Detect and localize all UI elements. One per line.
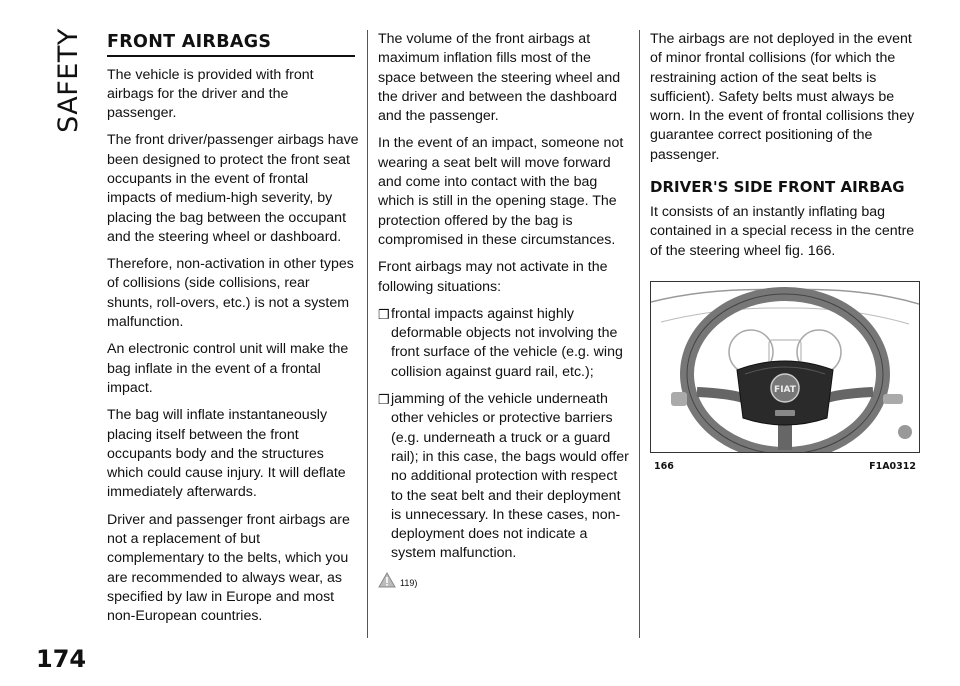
paragraph: The vehicle is provided with front airbags for the driver and the passenger. xyxy=(107,66,314,122)
paragraph: It consists of an instantly inflating bag contained in a special recess in the centre of the steering wheel fig. 166. xyxy=(650,204,915,259)
fiat-logo: FIAT xyxy=(774,384,796,395)
checkbox-bullet-icon: ❒ xyxy=(378,392,390,408)
section-label: SAFETY xyxy=(52,27,84,133)
list-item: ❒ frontal impacts against highly deformable objects not involving the front surface of the vehicle (e.g. wing collision against guard rail, etc.); xyxy=(378,305,630,382)
paragraph: Driver and passenger front airbags are not a replacement of but complementary to the belts, which you are recommended to always wear, as specified by law in Europe and most non-European countries. xyxy=(107,511,350,625)
paragraph: Front airbags may not activate in the following situations: xyxy=(378,259,608,295)
paragraph: In the event of an impact, someone not wearing a seat belt will move forward and come into contact with the bag which is still in the opening stage. The protection offered by the bag is compromised in these circumstances. xyxy=(378,135,624,248)
paragraph: An electronic control unit will make the bag inflate in the event of a frontal impact. xyxy=(107,341,349,396)
column-divider xyxy=(639,30,640,638)
warning-triangle-icon xyxy=(378,572,396,588)
paragraph: The airbags are not deployed in the event of minor frontal collisions (for which the restraining action of the seat belts is sufficient). Safety belts must always be worn. In the event of frontal collisions they guarantee correct positioning of the passenger. xyxy=(650,31,915,163)
heading-rule xyxy=(107,55,355,57)
list-item: ❒ jamming of the vehicle underneath other vehicles or protective barriers (e.g. underneath a truck or a guard rail); in this case, the bags would offer no additional protection with respect to the seat belt and their deployment is unnecessary. In these cases, non-deployment does not indicate a system malfunction. xyxy=(378,390,630,564)
steering-wheel-icon xyxy=(651,282,919,452)
checkbox-bullet-icon: ❒ xyxy=(378,306,390,322)
figure-caption xyxy=(650,457,920,476)
warning-reference xyxy=(378,572,630,588)
page-number: 174 xyxy=(36,645,87,673)
column-2 xyxy=(378,30,630,588)
column-divider xyxy=(367,30,368,638)
paragraph: The front driver/passenger airbags have been designed to protect the front seat occupants in the event of frontal impacts of medium-high severity, by placing the bag between the occupant and the steering wheel or dashboard. xyxy=(107,132,359,245)
paragraph: Therefore, non-activation in other types of collisions (side collisions, rear shunts, roll-overs, etc.) is not a system malfunction. xyxy=(107,256,354,331)
warning-ref-number: 119) xyxy=(400,577,418,588)
figure xyxy=(650,281,920,476)
paragraph: The bag will inflate instantaneously placing itself between the front occupants body and the structures which could cause injury. It will deflate immediately afterwards. xyxy=(107,407,346,501)
section-heading: FRONT AIRBAGS xyxy=(107,32,272,52)
figure-number: 166 xyxy=(654,460,674,472)
steering-wheel-illustration xyxy=(650,281,920,453)
column-3 xyxy=(650,30,920,476)
paragraph: The volume of the front airbags at maximum inflation fills most of the space between the steering wheel and the driver and between the dashboard and the passenger. xyxy=(378,31,621,125)
subsection-heading: DRIVER'S SIDE FRONT AIRBAG xyxy=(650,178,905,197)
figure-code: F1A0312 xyxy=(869,460,916,472)
column-1 xyxy=(107,30,359,635)
